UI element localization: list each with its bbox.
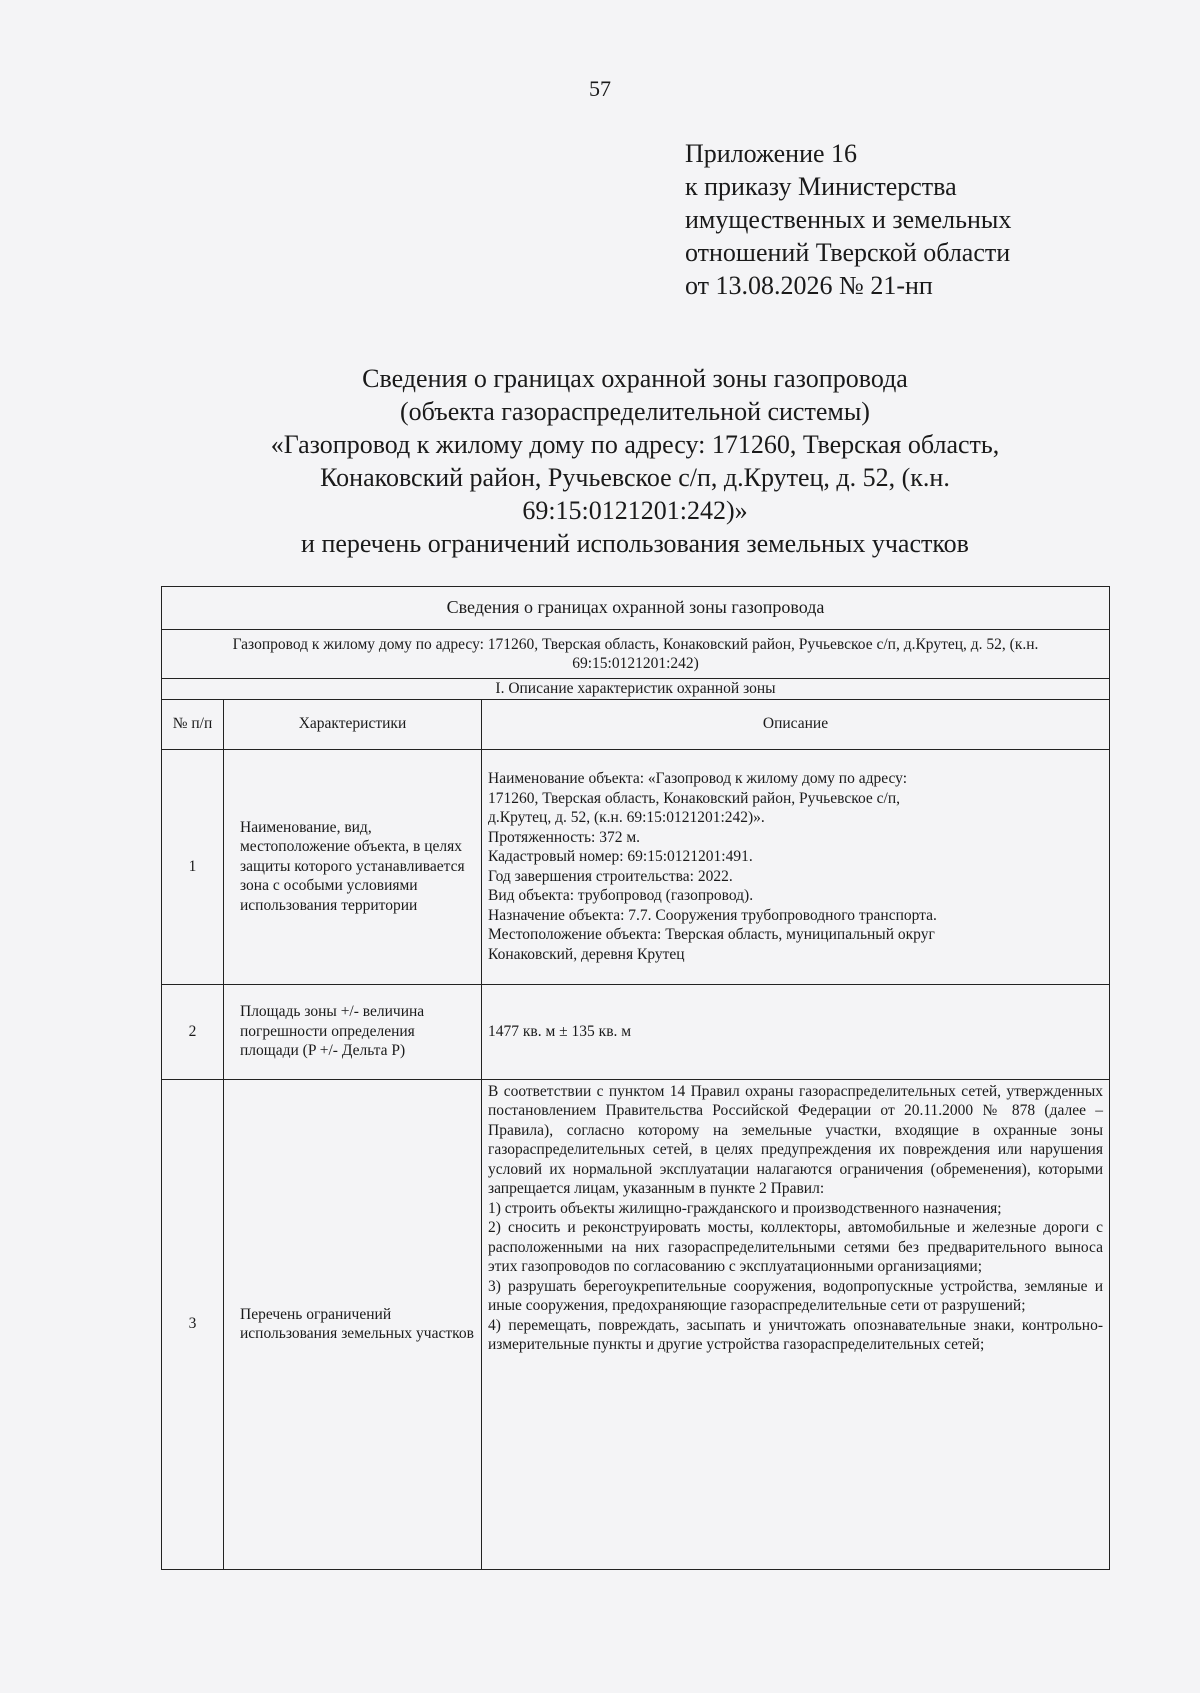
description-paragraph: 3) разрушать берегоукрепительные сооружения, водопропускные устройства, земляные и иные сооружения, предохраняющие газораспределительные сети от разрушений; — [488, 1277, 1103, 1314]
title-line: Сведения о границах охранной зоны газопровода — [362, 364, 908, 393]
appendix-line: от 13.08.2026 № 21-нп — [685, 271, 933, 300]
table-row — [162, 984, 1110, 1079]
description-line: Протяженность: 372 м. — [488, 828, 641, 846]
description-line: Вид объекта: трубопровод (газопровод). — [488, 887, 754, 904]
appendix-line: имущественных и земельных — [685, 205, 1012, 234]
page-number: 57 — [589, 76, 611, 101]
appendix-line: Приложение 16 — [685, 139, 858, 168]
description-paragraph: 2) сносить и реконструировать мосты, коллекторы, автомобильные и железные дороги с расположенными на них газораспределительными сетями без предварительного выноса этих газопроводов по согласованию с эксплуатационными организациями; — [488, 1219, 1103, 1275]
description-line: Назначение объекта: 7.7. Сооружения трубопроводного транспорта. — [488, 906, 937, 924]
row-description: 1477 кв. м ± 135 кв. м — [482, 984, 1110, 1079]
row-characteristic: Наименование, вид, местоположение объекта, в целях защиты которого устанавливается зона с особыми условиями использования территории — [224, 749, 482, 984]
description-line: Наименование объекта: «Газопровод к жилому дому по адресу: — [488, 770, 908, 787]
row-description — [482, 1079, 1110, 1569]
description-line: Год завершения строительства: 2022. — [488, 867, 733, 885]
description-line: Местоположение объекта: Тверская область, муниципальный округ — [488, 926, 935, 943]
table-row — [162, 749, 1110, 984]
row-number: 3 — [162, 1079, 224, 1569]
title-line: 69:15:0121201:242)» — [522, 496, 748, 525]
description-line: 171260, Тверская область, Конаковский район, Ручьевское с/п, — [488, 789, 901, 807]
title-line: Конаковский район, Ручьевское с/п, д.Крутец, д. 52, (к.н. — [320, 463, 950, 492]
table-object-name: Газопровод к жилому дому по адресу: 171260, Тверская область, Конаковский район, Ручьевское с/п, д.Крутец, д. 52, (к.н. 69:15:0121201:242) — [162, 630, 1110, 679]
appendix-line: отношений Тверской области — [685, 238, 1011, 267]
description-paragraph: В соответствии с пунктом 14 Правил охраны газораспределительных сетей, утвержденных постановлением Правительства Российской Федерации от 20.11.2000 № 878 (далее – Правила), согласно которому на земельные участки, входящие в охранные зоны газораспределительных сетей, в целях предупреждения их повреждения или нарушения условий их нормальной эксплуатации налагаются ограничения (обременения), которыми запрещается лицам, указанным в пункте 2 Правил: — [488, 1082, 1103, 1197]
title-line: «Газопровод к жилому дому по адресу: 171260, Тверская область, — [270, 430, 1000, 459]
column-header-number: № п/п — [162, 699, 224, 749]
description-paragraph: 4) перемещать, повреждать, засыпать и уничтожать опознавательные знаки, контрольно-измерительные пункты и другие устройства газораспределительных сетей; — [488, 1316, 1103, 1353]
appendix-line: к приказу Министерства — [685, 172, 957, 201]
row-characteristic: Площадь зоны +/- величина погрешности определения площади (P +/- Дельта P) — [224, 984, 482, 1079]
row-number: 1 — [162, 749, 224, 984]
table-section-title: I. Описание характеристик охранной зоны — [162, 679, 1110, 700]
description-line: Кадастровый номер: 69:15:0121201:491. — [488, 848, 753, 865]
description-line: Конаковский, деревня Крутец — [488, 945, 685, 963]
description-line: д.Крутец, д. 52, (к.н. 69:15:0121201:242)». — [488, 809, 765, 826]
row-characteristic: Перечень ограничений использования земельных участков — [224, 1079, 482, 1569]
column-header-characteristics: Характеристики — [224, 699, 482, 749]
appendix-block — [685, 137, 1011, 302]
row-description — [482, 749, 1110, 984]
table-row — [162, 1079, 1110, 1569]
document-title — [200, 362, 1070, 560]
zone-info-table — [161, 586, 1110, 1570]
column-header-description: Описание — [482, 699, 1110, 749]
title-line: (объекта газораспределительной системы) — [400, 397, 870, 426]
description-paragraph: 1) строить объекты жилищно-гражданского и производственного назначения; — [488, 1199, 1002, 1217]
row-number: 2 — [162, 984, 224, 1079]
title-line: и перечень ограничений использования земельных участков — [301, 529, 969, 558]
table-heading: Сведения о границах охранной зоны газопровода — [162, 587, 1110, 630]
